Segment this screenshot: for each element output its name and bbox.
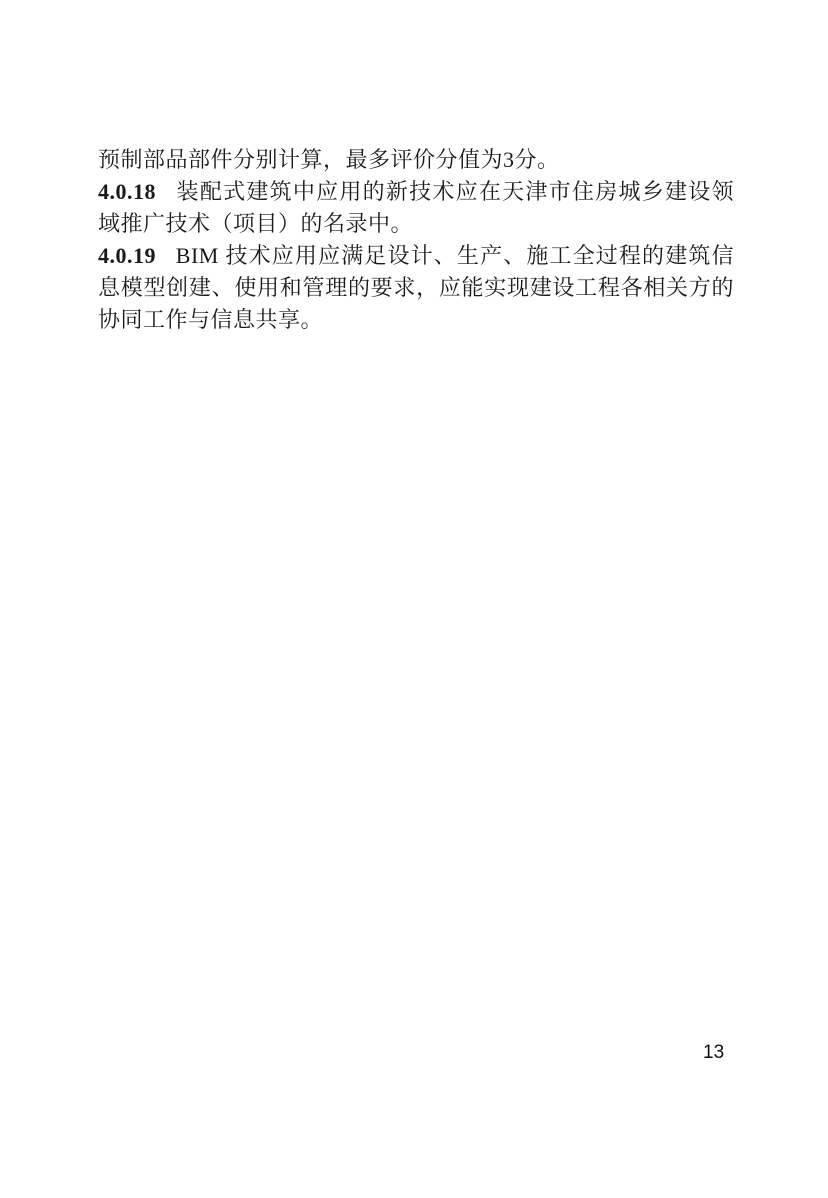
clause-4-0-19: [98, 240, 734, 336]
clause-text: 装配式建筑中应用的新技术应在天津市住房城乡建设领域推广技术（项目）的名录中。: [98, 179, 734, 236]
page-number: 13: [703, 1042, 725, 1063]
clause-number: 4.0.19: [98, 243, 156, 268]
paragraph-continuation: [98, 144, 734, 176]
paragraph-continuation-text: 预制部品部件分别计算，最多评价分值为3分。: [98, 147, 560, 172]
clause-number: 4.0.18: [98, 179, 156, 204]
clause-text: BIM 技术应用应满足设计、生产、施工全过程的建筑信息模型创建、使用和管理的要求，应能实现建设工程各相关方的协同工作与信息共享。: [98, 243, 734, 332]
body-text-block: [98, 144, 734, 336]
clause-4-0-18: [98, 176, 734, 240]
